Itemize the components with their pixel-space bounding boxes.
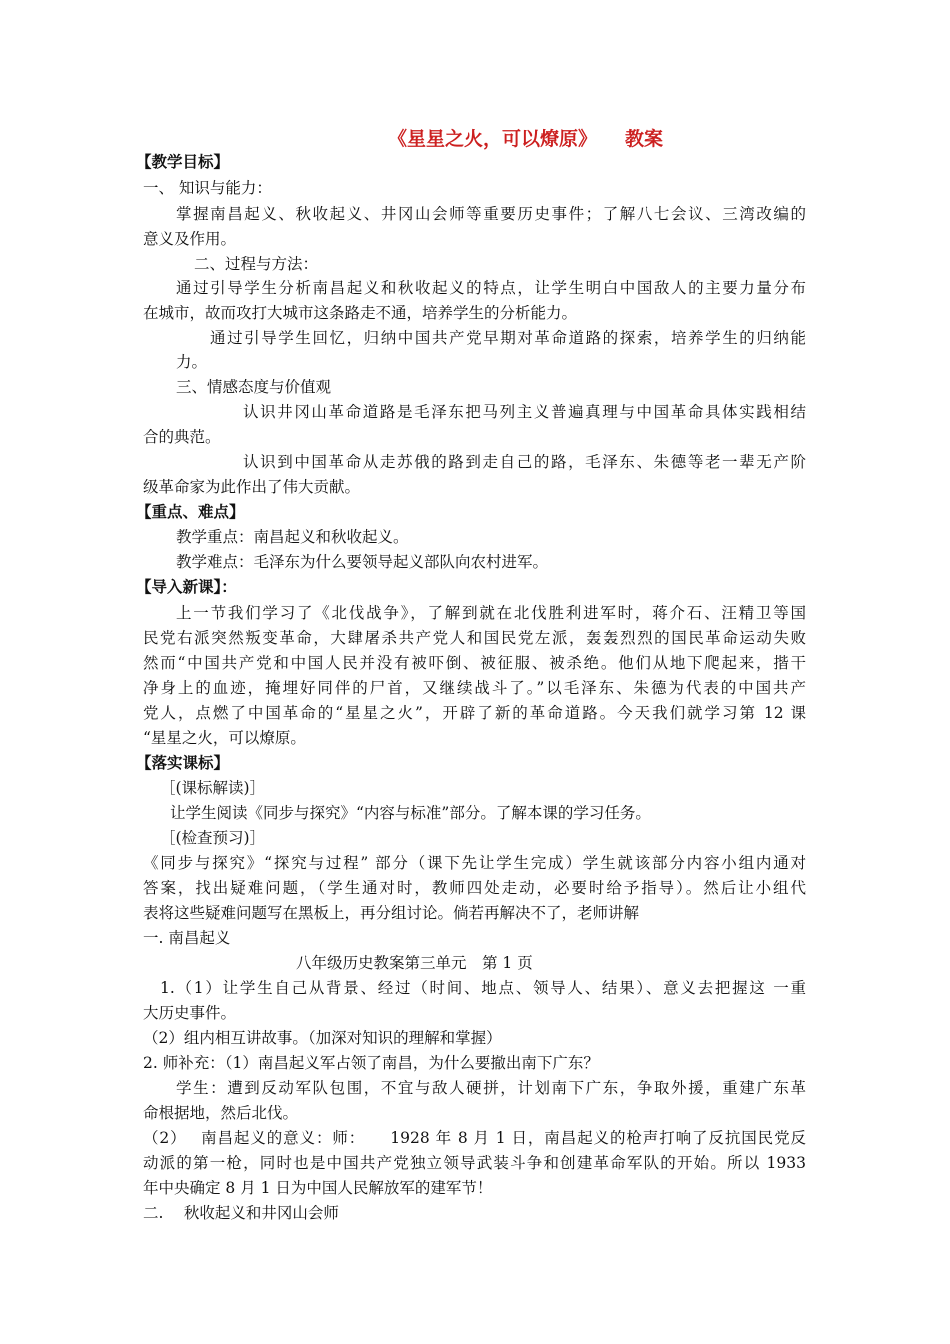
heading-standards: 【落实课标】 bbox=[136, 753, 230, 772]
section-2-heading: 二. 秋收起义和井冈山会师 bbox=[143, 1204, 339, 1222]
goal-knowledge-line-1: 掌握南昌起义、秋收起义、井冈山会师等重要历史事件；了解八七会议、三湾改编的 bbox=[176, 205, 806, 223]
preview-line-2: 答案，找出疑难问题，（学生通对时，教师四处走动，必要时给予指导）。然后让小组代 bbox=[143, 879, 806, 897]
goal-process-line-2: 在城市，故而攻打大城市这条路走不通，培养学生的分析能力。 bbox=[143, 304, 578, 322]
teaching-focus: 教学重点：南昌起义和秋收起义。 bbox=[176, 528, 409, 546]
section-1-line-4: 2. 师补充：（1）南昌起义军占领了南昌，为什么要撤出南下广东？ bbox=[143, 1054, 599, 1072]
intro-line-5: 党人，点燃了中国革命的“星星之火”，开辟了新的革命道路。今天我们就学习第 12 课 bbox=[143, 704, 806, 722]
section-1-line-5: 学生：遭到反动军队包围，不宜与敌人硬拼，计划南下广东，争取外援，重建广东革 bbox=[176, 1079, 806, 1097]
heading-teaching-goals: 【教学目标】 bbox=[136, 152, 230, 171]
section-1-line-7: （2） 南昌起义的意义：师： 1928 年 8 月 1 日，南昌起义的枪声打响了反抗国民党反 bbox=[143, 1129, 806, 1147]
goal-knowledge-line-2: 意义及作用。 bbox=[143, 230, 237, 248]
teaching-difficulty: 教学难点：毛泽东为什么要领导起义部队向农村进军。 bbox=[176, 553, 549, 571]
intro-line-4: 净身上的血迹，掩埋好同伴的尸首，又继续战斗了。”以毛泽东、朱德为代表的中国共产 bbox=[143, 679, 806, 697]
title-main: 《星星之火，可以燎原》 bbox=[388, 128, 598, 150]
goal-process-line-3: 通过引导学生回忆，归纳中国共产党早期对革命道路的探索，培养学生的归纳能 bbox=[210, 329, 806, 347]
section-1-line-8: 动派的第一枪，同时也是中国共产党独立领导武装斗争和创建革命军队的开始。所以 1933 bbox=[143, 1154, 806, 1172]
goal-heading-attitude: 三、情感态度与价值观 bbox=[176, 378, 332, 396]
goal-attitude-line-3: 认识到中国革命从走苏俄的路到走自己的路，毛泽东、朱德等老一辈无产阶 bbox=[243, 453, 806, 471]
goal-attitude-line-2: 合的典范。 bbox=[143, 428, 221, 446]
goal-process-line-1: 通过引导学生分析南昌起义和秋收起义的特点，让学生明白中国敌人的主要力量分布 bbox=[176, 279, 806, 297]
section-1-line-1: 1.（1）让学生自己从背景、经过（时间、地点、领导人、结果）、意义去把握这 一重 bbox=[160, 979, 806, 997]
heading-introduction: 【导入新课】： bbox=[136, 577, 237, 596]
title-suffix: 教案 bbox=[625, 128, 664, 150]
section-1-line-9: 年中央确定 8 月 1 日为中国人民解放军的建军节！ bbox=[143, 1179, 493, 1197]
goal-process-line-4: 力。 bbox=[176, 353, 208, 371]
subheading-standards-reading: ［(课标解读)］ bbox=[160, 779, 266, 797]
document-title bbox=[388, 124, 663, 151]
goal-attitude-line-4: 级革命家为此作出了伟大贡献。 bbox=[143, 478, 361, 496]
section-1-heading: 一. 南昌起义 bbox=[143, 929, 231, 947]
intro-line-2: 民党右派突然叛变革命，大肆屠杀共产党人和国民党左派，轰轰烈烈的国民革命运动失败 bbox=[143, 629, 806, 647]
intro-line-3: 然而“中国共产党和中国人民并没有被吓倒、被征服、被杀绝。他们从地下爬起来，揩干 bbox=[143, 654, 806, 672]
section-1-line-2: 大历史事件。 bbox=[143, 1004, 237, 1022]
goal-heading-knowledge: 一、 知识与能力： bbox=[143, 179, 272, 197]
goal-attitude-line-1: 认识井冈山革命道路是毛泽东把马列主义普遍真理与中国革命具体实践相结 bbox=[243, 403, 806, 421]
preview-line-3: 表将这些疑难问题写在黑板上，再分组讨论。倘若再解决不了，老师讲解 bbox=[143, 904, 640, 922]
intro-line-6: “星星之火，可以燎原。 bbox=[143, 729, 306, 747]
page-footer: 八年级历史教案第三单元 第 1 页 bbox=[296, 954, 533, 972]
subheading-preview-check: ［(检查预习)］ bbox=[160, 829, 266, 847]
goal-heading-process: 二、过程与方法： bbox=[194, 255, 319, 273]
heading-key-points: 【重点、难点】 bbox=[136, 502, 245, 521]
section-1-line-3: （2）组内相互讲故事。（加深对知识的理解和掌握） bbox=[143, 1029, 502, 1047]
preview-line-1: 《同步与探究》“探究与过程” 部分（课下先让学生完成）学生就该部分内容小组内通对 bbox=[143, 854, 806, 872]
section-1-line-6: 命根据地，然后北伐。 bbox=[143, 1104, 299, 1122]
standards-reading-text: 让学生阅读《同步与探究》“内容与标准”部分。了解本课的学习任务。 bbox=[170, 804, 651, 822]
intro-line-1: 上一节我们学习了《北伐战争》，了解到就在北伐胜利进军时，蒋介石、汪精卫等国 bbox=[176, 604, 806, 622]
